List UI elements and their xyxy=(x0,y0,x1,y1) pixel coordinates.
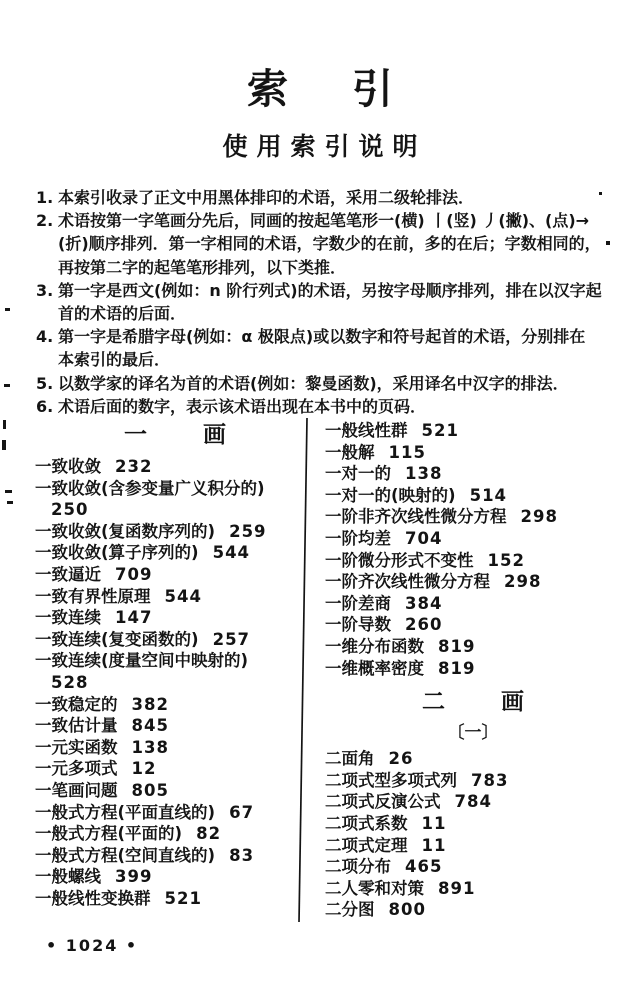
entry-term: 一致收敛(含参变量广义积分的) xyxy=(35,478,265,498)
note-number: 6. xyxy=(36,396,54,416)
entry-page-number: 544 xyxy=(164,586,202,606)
index-entry xyxy=(35,564,315,586)
entry-page-number: 298 xyxy=(504,572,542,592)
entry-term: 二项式系数 xyxy=(325,813,408,833)
entry-term: 一阶均差 xyxy=(325,528,391,548)
index-entry xyxy=(325,550,621,572)
entry-term: 二项分布 xyxy=(325,857,391,877)
page-title-char: 引 xyxy=(352,65,393,113)
entry-page-line xyxy=(35,499,315,521)
index-entry xyxy=(35,845,315,867)
note-number: 2. xyxy=(36,211,54,231)
index-entry xyxy=(325,791,621,813)
entry-page-number: 521 xyxy=(421,421,459,440)
entry-page-number: 260 xyxy=(405,615,443,635)
note-line: 术语后面的数字，表示该术语出现在本书中的页码． xyxy=(58,396,427,416)
entry-page-number: 298 xyxy=(520,507,558,527)
note-item xyxy=(36,186,622,209)
index-entry xyxy=(35,823,315,845)
entry-term: 一般解 xyxy=(325,442,375,462)
entry-term: 一般螺线 xyxy=(35,867,101,887)
entry-term: 一阶微分形式不变性 xyxy=(325,550,474,570)
section-header-char: 画 xyxy=(501,689,524,716)
index-entry xyxy=(325,442,621,464)
entry-term: 二人零和对策 xyxy=(325,878,424,898)
entry-term: 二项式型多项式列 xyxy=(325,770,457,790)
index-entry xyxy=(35,586,315,608)
index-entry xyxy=(325,571,621,593)
note-body xyxy=(58,325,622,371)
index-entry xyxy=(325,463,621,485)
entry-term: 一阶导数 xyxy=(325,615,391,635)
entry-page-number: 465 xyxy=(405,857,443,877)
entry-page-number: 259 xyxy=(229,521,267,541)
entry-page-number: 384 xyxy=(405,593,443,613)
entry-term: 一致连续(度量空间中映射的) xyxy=(35,651,249,671)
entry-page-number: 250 xyxy=(51,500,89,520)
entry-term: 一元多项式 xyxy=(35,759,118,779)
index-entry xyxy=(325,899,621,921)
entry-page-number: 11 xyxy=(421,835,447,855)
entry-term: 一笔画问题 xyxy=(35,780,118,800)
section-subheader: 〔一〕 xyxy=(447,723,499,744)
note-line: 以数学家的译名为首的术语(例如：黎曼函数)，采用译名中汉字的排法． xyxy=(58,373,569,393)
index-column-left xyxy=(35,420,315,909)
entry-page-number: 12 xyxy=(131,759,157,779)
entry-term: 一般线性变换群 xyxy=(35,888,151,908)
entry-term: 一致连续 xyxy=(35,608,101,628)
entry-page-number: 783 xyxy=(471,770,509,790)
index-entry xyxy=(325,835,621,857)
note-item xyxy=(36,372,622,395)
entry-term: 一维分布函数 xyxy=(325,636,424,656)
index-entry xyxy=(325,528,621,550)
entry-term: 一致连续(复变函数的) xyxy=(35,629,199,649)
index-entry xyxy=(325,485,621,507)
note-line: 本索引的最后． xyxy=(58,350,171,370)
entry-term: 二项式反演公式 xyxy=(325,792,441,812)
note-line: 第一字是希腊字母(例如：α 极限点)或以数字和符号起首的术语，分别排在 xyxy=(58,327,586,347)
index-entry xyxy=(325,856,621,878)
note-item xyxy=(36,279,622,325)
note-number: 3. xyxy=(36,280,54,300)
index-entry xyxy=(35,715,315,737)
scan-artifact xyxy=(7,501,13,504)
scan-artifact xyxy=(4,384,10,387)
index-entry xyxy=(35,456,315,478)
index-entry xyxy=(325,813,621,835)
entry-page-number: 514 xyxy=(469,485,508,505)
entry-term: 一阶非齐次线性微分方程 xyxy=(325,507,507,527)
note-line: 本索引收录了正文中用黑体排印的术语，采用二级轮排法． xyxy=(58,188,475,207)
note-body xyxy=(58,395,622,418)
note-line: 术语按第一字笔画分先后，同画的按起笔笔形一(横) 丨(竖) 丿(撇)、(点)→ xyxy=(58,211,590,231)
entry-page-number: 26 xyxy=(388,749,414,769)
entry-page-number: 891 xyxy=(438,878,476,898)
scan-artifact xyxy=(606,241,610,245)
index-entry xyxy=(325,506,621,528)
index-entry xyxy=(35,542,315,564)
note-body xyxy=(58,279,622,325)
entry-term: 一致稳定的 xyxy=(35,694,118,714)
page-title-char: 索 xyxy=(247,65,288,113)
note-item xyxy=(36,325,622,371)
entry-page-number: 83 xyxy=(229,845,255,865)
section-header xyxy=(325,687,621,721)
entry-page-number: 11 xyxy=(421,813,447,833)
entry-page-number: 544 xyxy=(212,543,251,563)
entry-term: 一阶差商 xyxy=(325,593,391,613)
section-header xyxy=(35,420,315,456)
index-entry xyxy=(35,478,315,521)
entry-page-number: 800 xyxy=(388,900,426,920)
index-entry xyxy=(325,420,621,442)
section-header-char: 一 xyxy=(124,422,147,448)
section-header-char: 二 xyxy=(422,689,445,716)
entry-page-number: 232 xyxy=(115,457,153,476)
index-entry xyxy=(325,658,621,680)
entry-term: 一般式方程(空间直线的) xyxy=(35,845,216,865)
scan-artifact xyxy=(3,420,6,429)
entry-page-number: 152 xyxy=(487,550,525,570)
entry-page-number: 67 xyxy=(229,802,255,822)
index-entry xyxy=(325,593,621,615)
note-body xyxy=(58,372,622,395)
entry-page-number: 82 xyxy=(196,824,222,844)
note-number: 4. xyxy=(36,327,54,347)
index-entry xyxy=(35,866,315,888)
note-number: 1. xyxy=(36,188,54,207)
entry-term: 一元实函数 xyxy=(35,737,118,757)
entry-term: 一致收敛(算子序列的) xyxy=(35,543,199,563)
entry-term: 二面角 xyxy=(325,749,375,769)
entry-term: 一致估计量 xyxy=(35,716,118,736)
index-entry xyxy=(35,650,315,693)
page-subtitle: 使用索引说明 xyxy=(222,132,427,161)
note-line: (折)顺序排列．第一字相同的术语，字数少的在前，多的在后；字数相同的， xyxy=(58,234,601,254)
entry-page-number: 138 xyxy=(405,464,443,484)
note-number: 5. xyxy=(36,373,54,393)
entry-term: 一维概率密度 xyxy=(325,658,424,678)
entry-term: 一致有界性原理 xyxy=(35,586,151,606)
index-entry xyxy=(325,770,621,792)
note-line: 首的术语的后面． xyxy=(58,304,187,324)
entry-term: 二项式定理 xyxy=(325,835,408,855)
index-entry xyxy=(35,888,315,910)
index-entry xyxy=(35,802,315,824)
entry-page-number: 709 xyxy=(115,564,153,584)
entry-page-number: 115 xyxy=(388,442,426,462)
entry-page-number: 147 xyxy=(115,608,153,628)
entry-page-number: 138 xyxy=(131,737,169,757)
entry-page-line xyxy=(35,672,315,694)
entry-term: 一对一的 xyxy=(325,464,391,484)
entry-term: 一致收敛 xyxy=(35,457,101,476)
entry-page-number: 521 xyxy=(164,888,202,908)
index-entry xyxy=(35,737,315,759)
note-body xyxy=(58,186,622,209)
scan-artifact xyxy=(5,308,10,311)
entry-term: 一般式方程(平面的) xyxy=(35,824,183,844)
index-entry xyxy=(325,748,621,770)
index-entry xyxy=(325,636,621,658)
index-entry xyxy=(35,607,315,629)
entry-term: 二分图 xyxy=(325,900,375,920)
index-column-right xyxy=(325,420,621,921)
entry-page-number: 819 xyxy=(438,658,476,678)
index-entry xyxy=(35,694,315,716)
index-entry xyxy=(325,614,621,636)
entry-page-number: 399 xyxy=(115,867,153,887)
entry-page-number: 805 xyxy=(131,780,169,800)
page-title xyxy=(0,56,640,115)
entry-page-number: 382 xyxy=(131,694,169,714)
index-entry xyxy=(35,629,315,651)
index-entry xyxy=(35,521,315,543)
entry-page-number: 784 xyxy=(454,792,492,812)
section-header-char: 画 xyxy=(203,422,226,448)
scan-artifact xyxy=(2,440,6,450)
entry-page-number: 704 xyxy=(405,528,443,548)
entry-page-number: 528 xyxy=(51,672,89,692)
index-entry xyxy=(35,758,315,780)
entry-page-number: 819 xyxy=(438,636,476,656)
note-body xyxy=(58,209,622,279)
entry-page-number: 257 xyxy=(212,629,251,649)
usage-notes xyxy=(36,186,622,418)
entry-page-number: 845 xyxy=(131,716,169,736)
scan-artifact xyxy=(5,490,12,493)
scan-artifact xyxy=(599,192,602,195)
entry-term: 一致收敛(复函数序列的) xyxy=(35,521,216,541)
entry-term: 一致逼近 xyxy=(35,564,101,584)
entry-term: 一阶齐次线性微分方程 xyxy=(325,572,490,592)
note-item xyxy=(36,395,622,418)
note-line: 再按第二字的起笔笔形排列，以下类推． xyxy=(58,257,347,277)
entry-term: 一般线性群 xyxy=(325,421,408,440)
entry-term: 一对一的(映射的) xyxy=(325,485,456,505)
index-entry xyxy=(325,878,621,900)
entry-term: 一般式方程(平面直线的) xyxy=(35,802,216,822)
index-entry xyxy=(35,780,315,802)
note-item xyxy=(36,209,622,279)
page-number: • 1024 • xyxy=(46,936,139,955)
note-line: 第一字是西文(例如：n 阶行列式)的术语，另按字母顺序排列，排在以汉字起 xyxy=(58,280,602,300)
